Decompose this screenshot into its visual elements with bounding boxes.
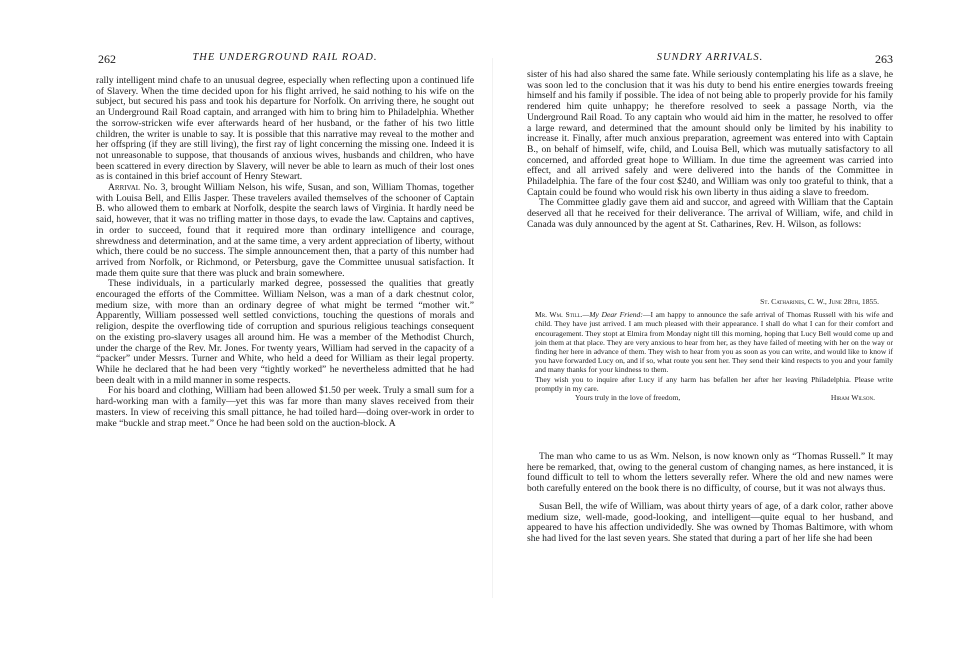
left-page	[96, 0, 474, 653]
right-page-continuation	[527, 452, 893, 545]
letter-closing: Yours truly in the love of freedom,	[575, 393, 681, 403]
letter-text: —I am happy to announce the safe arrival of Thomas Russell with his wife and child. They have just arrived. I am much pleased with their appearance. I shall do what I can for their comfort and encouragement. They stopt at Elmira from Monday night till this morning, hoping that Lucy Bell would come up and join them at that place. They are very anxious to hear from her, as they have failed of meeting with her on the way or finding her here in advance of them. They wish to hear from you as soon as you can write, and would like to know if you have forwarded Lucy on, and if so, what route you sent her. They send their kind respects to you and your family and many thanks for your kindness to them.	[535, 310, 893, 375]
letter-block	[535, 297, 893, 402]
paragraph-arrival	[96, 183, 474, 279]
paragraph: For his board and clothing, William had been allowed $1.50 per week. Truly a small sum for a hard-working man with a family—yet this was far more than many slaves received from their masters. In view of receiving this small pittance, he had toiled hard—doing over-work in order to make “buckle and strap meet.” Once he had been sold on the auction-block. A	[96, 385, 474, 429]
right-page-number: 263	[875, 52, 893, 66]
gutter-divider	[492, 58, 493, 598]
arrival-label: Arrival	[108, 182, 141, 194]
arrival-text: No. 3, brought William Nelson, his wife, Susan, and son, William Thomas, together with Louisa Bell, and Ellis Jasper. These travelers availed themselves of the schooner of Captain B. who allowed them to embark at Norfolk, despite the search laws of Virginia. It hardly need be said, however, that it was no trifling matter in those days, to evade the law. Captains and captives, in order to succeed, found that it required more than ordinary intelligence and courage, shrewdness and determination, and at the same time, a very ardent appreciation of liberty, without which, there could be no success. The simple announcement then, that a party of this number had arrived from Norfolk, or Richmond, or Petersburg, gave the Committee unusual satisfaction. It made them quite sure that there was pluck and brain somewhere.	[96, 182, 474, 279]
paragraph: The man who came to us as Wm. Nelson, is now known only as “Thomas Russell.” It may here be remarked, that, owing to the general custom of changing names, as here instanced, it is found difficult to tell to whom the letters severally refer. Where the old and new names were both carefully entered on the book there is no difficulty, of course, but it was not always thus.	[527, 451, 893, 495]
paragraph: Susan Bell, the wife of William, was about thirty years of age, of a dark color, rather above medium size, well-made, good-looking, and intelligent—quite equal to her husband, and appeared to have his affection undividedly. She was owned by Thomas Baltimore, with whom she had lived for the last seven years. She stated that during a part of her life she had been	[527, 500, 893, 544]
letter-signature: Hiram Wilson.	[830, 393, 875, 403]
letter-recipient: Mr. Wm. Still.	[535, 310, 583, 320]
left-page-number: 262	[98, 52, 116, 66]
right-running-title: SUNDRY ARRIVALS.	[656, 52, 764, 63]
letter-sign-off	[535, 393, 893, 402]
letter-salutation: —My Dear Friend:	[582, 310, 643, 320]
letter-body	[535, 310, 893, 374]
letter-postscript: They wish you to inquire after Lucy if any harm has befallen her after her leaving Philadelphia. Please write promptly in my care.	[535, 374, 893, 393]
left-running-title: THE UNDERGROUND RAIL ROAD.	[192, 52, 378, 63]
paragraph: These individuals, in a particularly marked degree, possessed the qualities that greatly encouraged the efforts of the Committee. William Nelson, was a man of a dark chestnut color, medium size, with more than an ordinary degree of what might be termed “mother wit.” Apparently, William possessed well settled convictions, touching the questions of morals and religion, despite the overflowing tide of corruption and spurious religious teachings consequent on the existing pro-slavery usages all around him. He was a member of the Methodist Church, under the charge of the Rev. Mr. Jones. For twenty years, William had served in the capacity of a “packer” under Messrs. Turner and White, who held a deed for William as their legal property. While he declared that he had been very “tightly worked” he nevertheless admitted that he had been dealt with in a mild manner in some respects.	[96, 278, 474, 386]
paragraph: sister of his had also shared the same fate. While seriously contemplating his life as a slave, he was soon led to the conclusion that it was his duty to bend his entire energies towards freeing himself and his family if possible. The idea of not being able to properly provide for his family rendered him quite unhappy; he therefore resolved to seek a passage North, via the Underground Rail Road. To any captain who would aid him in the matter, he resolved to offer a large reward, and determined that the amount should only be limited by his inability to increase it. Finally, after much anxious preparation, agreement was entered into with Captain B., on behalf of himself, wife, child, and Louisa Bell, which was mutually satisfactory to all concerned, and afforded great hope to William. In due time the agreement was carried into effect, and all arrived safely and were delivered into the hands of the Committee in Philadelphia. The fare of the four cost $240, and William was only too grateful to think, that a Captain could be found who would risk his own liberty in thus aiding a slave to freedom.	[527, 69, 893, 198]
paragraph: rally intelligent mind chafe to an unusual degree, especially when reflecting upon a continued life of Slavery. When the time decided upon for his flight arrived, he said nothing to his wife on the subject, but secured his pass and took his departure for Norfolk. On arriving there, he sought out an Underground Rail Road captain, and arranged with him to bring him to Philadelphia. Whether the sorrow-stricken wife ever afterwards heard of her husband, or the father of his two little children, the writer is unable to say. It is possible that this narrative may reveal to the mother and her offspring (if they are still living), the first ray of light concerning the missing one. Indeed it is not unreasonable to suppose, that thousands of anxious wives, husbands and children, who have been scattered in every direction by Slavery, will never be able to learn as much of their lost ones as is contained in this brief account of Henry Stewart.	[96, 75, 474, 183]
left-page-header	[96, 52, 474, 68]
right-page	[527, 0, 893, 653]
right-page-header	[527, 52, 893, 68]
letter-dateline: St. Catharines, C. W., June 28th, 1855.	[760, 297, 879, 306]
left-page-body	[96, 76, 474, 429]
paragraph: The Committee gladly gave them aid and succor, and agreed with William that the Captain deserved all that he received for their deliverance. The arrival of William, wife, and child in Canada was duly announced by the agent at St. Catharines, Rev. H. Wilson, as follows:	[527, 197, 893, 230]
right-page-body	[527, 70, 893, 231]
